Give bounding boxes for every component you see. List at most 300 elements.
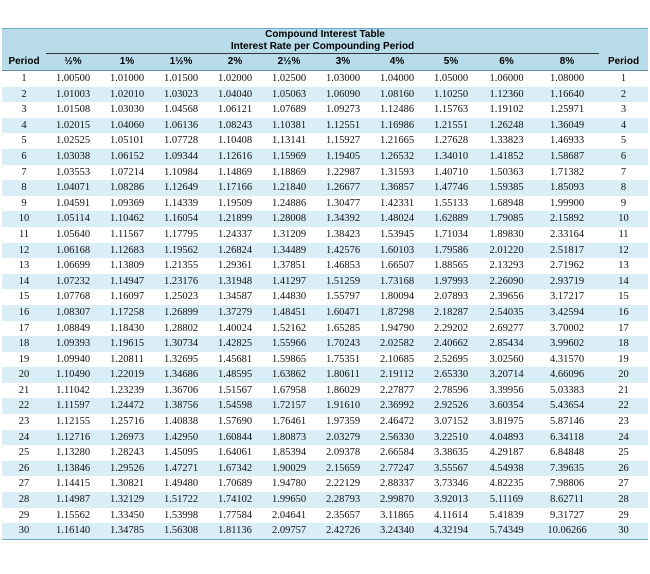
value-cell: 1.21355 xyxy=(163,260,199,272)
value-cell: 1.14869 xyxy=(217,166,253,178)
value-cell: 1.10408 xyxy=(217,135,253,147)
value-cell: 1.01500 xyxy=(163,73,199,84)
value-cell: 1.04568 xyxy=(163,104,199,116)
value-cell: 1.40838 xyxy=(163,416,199,428)
value-cell: 1.26899 xyxy=(154,305,208,321)
table-row xyxy=(2,196,648,212)
value-cell: 1.28008 xyxy=(262,211,316,227)
value-cell: 1.28802 xyxy=(163,322,199,334)
value-cell: 1.55133 xyxy=(433,197,469,209)
value-cell: 3.07152 xyxy=(433,416,469,428)
period-cell: 1 xyxy=(620,73,627,84)
value-cell: 1.60471 xyxy=(316,305,370,321)
value-cell: 2.33164 xyxy=(549,228,585,240)
value-cell: 1.32695 xyxy=(163,353,199,365)
rate-header: 1% xyxy=(100,54,154,71)
value-cell: 1.08000 xyxy=(549,73,585,84)
value-cell: 1.71034 xyxy=(433,228,469,240)
value-cell: 2.54035 xyxy=(478,305,535,321)
period-cell: 10 xyxy=(599,211,648,227)
value-cell: 1.12616 xyxy=(208,149,262,165)
value-cell: 1.05000 xyxy=(433,73,469,84)
value-cell: 1.54598 xyxy=(208,398,262,414)
value-cell: 5.74349 xyxy=(478,523,535,539)
value-cell: 2.51817 xyxy=(535,243,599,259)
value-cell: 1.34010 xyxy=(424,149,478,165)
period-cell: 22 xyxy=(2,398,46,414)
value-cell: 1.12155 xyxy=(55,416,91,428)
period-cell: 27 xyxy=(618,478,629,490)
value-cell: 5.03383 xyxy=(549,384,585,396)
rate-header: ½% xyxy=(46,54,100,71)
value-cell: 1.26532 xyxy=(370,149,424,165)
table-title: Compound Interest Table xyxy=(2,29,648,42)
rate-header: 6% xyxy=(478,54,535,71)
value-cell: 1.46853 xyxy=(325,260,361,272)
value-cell: 1.03023 xyxy=(154,87,208,103)
period-cell: 1 xyxy=(21,73,27,84)
value-cell: 1.13809 xyxy=(109,260,145,272)
value-cell: 1.13280 xyxy=(55,447,91,459)
period-cell: 30 xyxy=(599,523,648,539)
period-cell: 28 xyxy=(599,492,648,508)
period-cell: 6 xyxy=(599,149,648,165)
value-cell: 2.52695 xyxy=(433,353,469,365)
value-cell: 1.79085 xyxy=(478,211,535,227)
value-cell: 1.47271 xyxy=(154,461,208,477)
period-header-right: Period xyxy=(599,54,648,71)
value-cell: 1.29361 xyxy=(217,260,253,272)
value-cell: 1.25023 xyxy=(163,291,199,303)
value-cell: 5.43654 xyxy=(535,398,599,414)
value-cell: 1.60844 xyxy=(208,430,262,446)
value-cell: 1.19615 xyxy=(100,336,154,352)
period-cell: 17 xyxy=(18,322,30,334)
period-cell: 8 xyxy=(599,180,648,196)
value-cell: 1.01508 xyxy=(55,104,91,116)
value-cell: 1.27628 xyxy=(433,135,469,147)
value-cell: 1.47746 xyxy=(424,180,478,196)
table-row xyxy=(2,383,648,399)
value-cell: 1.03030 xyxy=(109,104,145,116)
value-cell: 1.67342 xyxy=(208,461,262,477)
value-cell: 1.24886 xyxy=(271,197,307,209)
value-cell: 1.15969 xyxy=(262,149,316,165)
value-cell: 1.26677 xyxy=(316,180,370,196)
value-cell: 1.23239 xyxy=(109,384,145,396)
value-cell: 1.97993 xyxy=(424,274,478,290)
period-cell: 5 xyxy=(21,135,27,147)
period-cell: 25 xyxy=(618,447,629,459)
value-cell: 1.09369 xyxy=(109,197,145,209)
period-cell: 19 xyxy=(18,353,30,365)
value-cell: 4.04893 xyxy=(478,430,535,446)
value-cell: 1.04591 xyxy=(55,197,91,209)
value-cell: 8.62711 xyxy=(535,492,599,508)
value-cell: 1.10984 xyxy=(163,166,199,178)
value-cell: 1.48451 xyxy=(262,305,316,321)
value-cell: 1.55797 xyxy=(325,291,361,303)
rate-header: 5% xyxy=(424,54,478,71)
value-cell: 1.06121 xyxy=(217,104,253,116)
value-cell: 1.91610 xyxy=(316,398,370,414)
period-cell: 3 xyxy=(21,104,27,116)
value-cell: 2.65330 xyxy=(424,367,478,383)
value-cell: 1.74102 xyxy=(208,492,262,508)
value-cell: 1.14987 xyxy=(46,492,100,508)
period-cell: 4 xyxy=(599,118,648,134)
value-cell: 1.90029 xyxy=(262,461,316,477)
value-cell: 1.30734 xyxy=(154,336,208,352)
value-cell: 1.21551 xyxy=(424,118,478,134)
period-cell: 13 xyxy=(618,260,629,272)
rate-header: 1½% xyxy=(154,54,208,71)
value-cell: 1.18430 xyxy=(109,322,145,334)
value-cell: 1.94780 xyxy=(271,478,307,490)
value-cell: 1.85093 xyxy=(535,180,599,196)
table-row xyxy=(2,227,648,243)
rate-header: 8% xyxy=(535,54,599,71)
period-cell: 24 xyxy=(599,430,648,446)
value-cell: 1.42331 xyxy=(379,197,415,209)
value-cell: 1.28243 xyxy=(109,447,145,459)
value-cell: 2.03279 xyxy=(316,430,370,446)
value-cell: 1.33450 xyxy=(109,509,145,521)
value-cell: 1.18869 xyxy=(271,166,307,178)
value-cell: 1.44830 xyxy=(271,291,307,303)
value-cell: 1.68948 xyxy=(489,197,524,209)
value-cell: 1.45681 xyxy=(217,353,253,365)
rate-header: 2% xyxy=(208,54,262,71)
value-cell: 1.21665 xyxy=(379,135,415,147)
value-cell: 3.24340 xyxy=(370,523,424,539)
value-cell: 1.09393 xyxy=(46,336,100,352)
period-cell: 17 xyxy=(618,322,629,334)
value-cell: 2.92526 xyxy=(424,398,478,414)
period-cell: 20 xyxy=(599,367,648,383)
value-cell: 1.08160 xyxy=(370,87,424,103)
value-cell: 1.17258 xyxy=(100,305,154,321)
value-cell: 2.35657 xyxy=(325,509,361,521)
value-cell: 3.92013 xyxy=(424,492,478,508)
value-cell: 1.52162 xyxy=(271,322,307,334)
value-cell: 1.02015 xyxy=(46,118,100,134)
period-cell: 26 xyxy=(2,461,46,477)
value-cell: 1.25716 xyxy=(109,416,145,428)
value-cell: 2.27877 xyxy=(379,384,415,396)
value-cell: 2.01220 xyxy=(478,243,535,259)
value-cell: 1.26973 xyxy=(100,430,154,446)
table-subtitle: Interest Rate per Compounding Period xyxy=(46,41,599,54)
table-row xyxy=(2,305,648,321)
value-cell: 1.23176 xyxy=(154,274,208,290)
value-cell: 2.29202 xyxy=(433,322,469,334)
value-cell: 1.38756 xyxy=(154,398,208,414)
value-cell: 1.12716 xyxy=(46,430,100,446)
value-cell: 1.51722 xyxy=(154,492,208,508)
value-cell: 1.51567 xyxy=(217,384,253,396)
value-cell: 1.31209 xyxy=(271,228,307,240)
value-cell: 2.15892 xyxy=(535,211,599,227)
value-cell: 1.42825 xyxy=(208,336,262,352)
value-cell: 1.05114 xyxy=(46,211,100,227)
value-cell: 3.38635 xyxy=(433,447,469,459)
period-cell: 27 xyxy=(18,478,30,490)
value-cell: 1.34587 xyxy=(217,291,253,303)
rate-header: 4% xyxy=(370,54,424,71)
value-cell: 1.34489 xyxy=(262,243,316,259)
period-cell: 13 xyxy=(18,260,30,272)
value-cell: 1.07214 xyxy=(109,166,145,178)
period-cell: 8 xyxy=(2,180,46,196)
value-cell: 2.10685 xyxy=(379,353,415,365)
value-cell: 1.80611 xyxy=(316,367,370,383)
value-cell: 3.02560 xyxy=(489,353,524,365)
value-cell: 1.15927 xyxy=(325,135,361,147)
period-cell: 15 xyxy=(18,291,30,303)
value-cell: 1.08849 xyxy=(55,322,91,334)
value-cell: 1.46933 xyxy=(549,135,585,147)
value-cell: 1.13141 xyxy=(271,135,307,147)
value-cell: 2.18287 xyxy=(424,305,478,321)
value-cell: 1.08243 xyxy=(208,118,262,134)
table-row xyxy=(2,258,648,274)
value-cell: 1.15763 xyxy=(433,104,469,116)
period-cell: 12 xyxy=(599,243,648,259)
value-cell: 1.14415 xyxy=(55,478,91,490)
value-cell: 1.99650 xyxy=(262,492,316,508)
value-cell: 1.14339 xyxy=(163,197,199,209)
value-cell: 2.66584 xyxy=(379,447,415,459)
value-cell: 3.70002 xyxy=(549,322,585,334)
value-cell: 3.55567 xyxy=(424,461,478,477)
value-cell: 1.86029 xyxy=(325,384,361,396)
value-cell: 1.12551 xyxy=(316,118,370,134)
header-spacer-right xyxy=(599,41,648,54)
value-cell: 1.10381 xyxy=(262,118,316,134)
value-cell: 3.20714 xyxy=(478,367,535,383)
value-cell: 1.40024 xyxy=(217,322,253,334)
value-cell: 2.26090 xyxy=(478,274,535,290)
value-cell: 4.11614 xyxy=(434,509,468,521)
value-cell: 6.34118 xyxy=(535,430,599,446)
value-cell: 5.11169 xyxy=(478,492,535,508)
table-row xyxy=(2,71,648,87)
rate-header: 3% xyxy=(316,54,370,71)
period-cell: 29 xyxy=(618,509,629,521)
table-row xyxy=(2,321,648,337)
period-cell: 15 xyxy=(618,291,629,303)
value-cell: 1.21840 xyxy=(262,180,316,196)
table-row xyxy=(2,87,648,103)
value-cell: 1.09344 xyxy=(154,149,208,165)
value-cell: 1.30477 xyxy=(325,197,361,209)
value-cell: 1.36049 xyxy=(535,118,599,134)
period-cell: 21 xyxy=(18,384,30,396)
value-cell: 1.53945 xyxy=(379,228,415,240)
period-cell: 7 xyxy=(21,166,27,178)
value-cell: 1.26824 xyxy=(208,243,262,259)
value-cell: 1.07728 xyxy=(163,135,199,147)
value-cell: 1.20811 xyxy=(110,353,144,365)
value-cell: 1.70243 xyxy=(316,336,370,352)
value-cell: 1.12649 xyxy=(154,180,208,196)
value-cell: 1.31948 xyxy=(208,274,262,290)
value-cell: 4.29187 xyxy=(489,447,524,459)
table-body xyxy=(2,71,648,540)
value-cell: 1.58687 xyxy=(535,149,599,165)
period-cell: 20 xyxy=(2,367,46,383)
value-cell: 1.65285 xyxy=(325,322,361,334)
period-cell: 18 xyxy=(2,336,46,352)
value-cell: 1.70689 xyxy=(217,478,253,490)
value-cell: 1.04000 xyxy=(379,73,415,84)
table-row xyxy=(2,274,648,290)
value-cell: 9.31727 xyxy=(549,509,585,521)
value-cell: 1.02500 xyxy=(271,73,307,84)
value-cell: 1.10462 xyxy=(100,211,154,227)
value-cell: 1.25971 xyxy=(549,104,585,116)
value-cell: 1.71382 xyxy=(549,166,585,178)
value-cell: 1.75351 xyxy=(325,353,361,365)
value-cell: 1.12360 xyxy=(478,87,535,103)
table-row xyxy=(2,367,648,383)
value-cell: 1.59385 xyxy=(478,180,535,196)
value-cell: 1.41297 xyxy=(262,274,316,290)
value-cell: 1.48024 xyxy=(370,211,424,227)
value-cell: 1.16097 xyxy=(109,291,145,303)
period-header-left: Period xyxy=(2,54,46,71)
value-cell: 3.99602 xyxy=(535,336,599,352)
value-cell: 1.19509 xyxy=(217,197,253,209)
value-cell: 1.66507 xyxy=(379,260,415,272)
value-cell: 1.48595 xyxy=(208,367,262,383)
value-cell: 4.32194 xyxy=(424,523,478,539)
table-row xyxy=(2,336,648,352)
value-cell: 2.77247 xyxy=(370,461,424,477)
value-cell: 1.88565 xyxy=(433,260,469,272)
value-cell: 1.02010 xyxy=(100,87,154,103)
value-cell: 3.17217 xyxy=(549,291,585,303)
value-cell: 1.05101 xyxy=(109,135,145,147)
value-cell: 1.41852 xyxy=(478,149,535,165)
table-row xyxy=(2,102,648,118)
value-cell: 10.06266 xyxy=(535,523,599,539)
table-row xyxy=(2,508,648,524)
value-cell: 1.34785 xyxy=(100,523,154,539)
compound-interest-table-container xyxy=(2,28,648,540)
value-cell: 1.42576 xyxy=(316,243,370,259)
value-cell: 2.69277 xyxy=(489,322,524,334)
table-row xyxy=(2,118,648,134)
table-row xyxy=(2,352,648,368)
period-cell: 24 xyxy=(2,430,46,446)
value-cell: 1.04040 xyxy=(208,87,262,103)
period-cell: 2 xyxy=(599,87,648,103)
value-cell: 1.67958 xyxy=(271,384,307,396)
period-cell: 16 xyxy=(599,305,648,321)
period-cell: 3 xyxy=(620,104,627,116)
value-cell: 1.03553 xyxy=(55,166,91,178)
period-cell: 9 xyxy=(620,197,627,209)
value-cell: 2.36992 xyxy=(370,398,424,414)
period-cell: 25 xyxy=(18,447,30,459)
value-cell: 2.56330 xyxy=(370,430,424,446)
value-cell: 1.62889 xyxy=(424,211,478,227)
value-cell: 1.80873 xyxy=(262,430,316,446)
period-cell: 19 xyxy=(618,353,629,365)
value-cell: 1.03000 xyxy=(325,73,361,84)
value-cell: 2.42726 xyxy=(316,523,370,539)
value-cell: 1.30821 xyxy=(109,478,145,490)
value-cell: 1.10250 xyxy=(424,87,478,103)
value-cell: 2.71962 xyxy=(549,260,585,272)
value-cell: 3.22510 xyxy=(424,430,478,446)
value-cell: 1.34392 xyxy=(316,211,370,227)
period-cell: 16 xyxy=(2,305,46,321)
value-cell: 1.08286 xyxy=(100,180,154,196)
value-cell: 3.81975 xyxy=(489,416,524,428)
value-cell: 1.02000 xyxy=(217,73,253,84)
value-cell: 1.56308 xyxy=(154,523,208,539)
value-cell: 1.14947 xyxy=(100,274,154,290)
period-cell: 14 xyxy=(2,274,46,290)
value-cell: 2.46472 xyxy=(379,416,415,428)
value-cell: 7.39635 xyxy=(535,461,599,477)
value-cell: 1.45095 xyxy=(163,447,199,459)
value-cell: 1.16640 xyxy=(535,87,599,103)
value-cell: 6.84848 xyxy=(549,447,585,459)
value-cell: 1.03038 xyxy=(46,149,100,165)
value-cell: 1.06090 xyxy=(316,87,370,103)
value-cell: 3.42594 xyxy=(535,305,599,321)
period-cell: 18 xyxy=(599,336,648,352)
value-cell: 1.37851 xyxy=(271,260,307,272)
period-cell: 30 xyxy=(2,523,46,539)
rate-header: 2½% xyxy=(262,54,316,71)
value-cell: 1.06168 xyxy=(46,243,100,259)
value-cell: 4.82235 xyxy=(489,478,524,490)
value-cell: 1.06136 xyxy=(154,118,208,134)
period-cell: 14 xyxy=(599,274,648,290)
value-cell: 2.78596 xyxy=(433,384,469,396)
value-cell: 1.99900 xyxy=(549,197,585,209)
value-cell: 2.09378 xyxy=(325,447,361,459)
value-cell: 2.99870 xyxy=(370,492,424,508)
value-cell: 1.01000 xyxy=(109,73,145,84)
value-cell: 7.98806 xyxy=(549,478,585,490)
value-cell: 1.37279 xyxy=(208,305,262,321)
value-cell: 1.04060 xyxy=(100,118,154,134)
table-row xyxy=(2,523,648,539)
header-spacer-left xyxy=(2,41,46,54)
value-cell: 1.36706 xyxy=(163,384,199,396)
value-cell: 5.87146 xyxy=(549,416,585,428)
value-cell: 1.57690 xyxy=(217,416,253,428)
value-cell: 2.04641 xyxy=(271,509,307,521)
value-cell: 1.40710 xyxy=(433,166,469,178)
table-row xyxy=(2,180,648,196)
value-cell: 1.21899 xyxy=(208,211,262,227)
table-row xyxy=(2,414,648,430)
table-row xyxy=(2,445,648,461)
value-cell: 1.64061 xyxy=(217,447,253,459)
value-cell: 1.08307 xyxy=(46,305,100,321)
value-cell: 1.01003 xyxy=(46,87,100,103)
period-cell: 12 xyxy=(2,243,46,259)
value-cell: 2.93719 xyxy=(535,274,599,290)
value-cell: 3.39956 xyxy=(489,384,524,396)
